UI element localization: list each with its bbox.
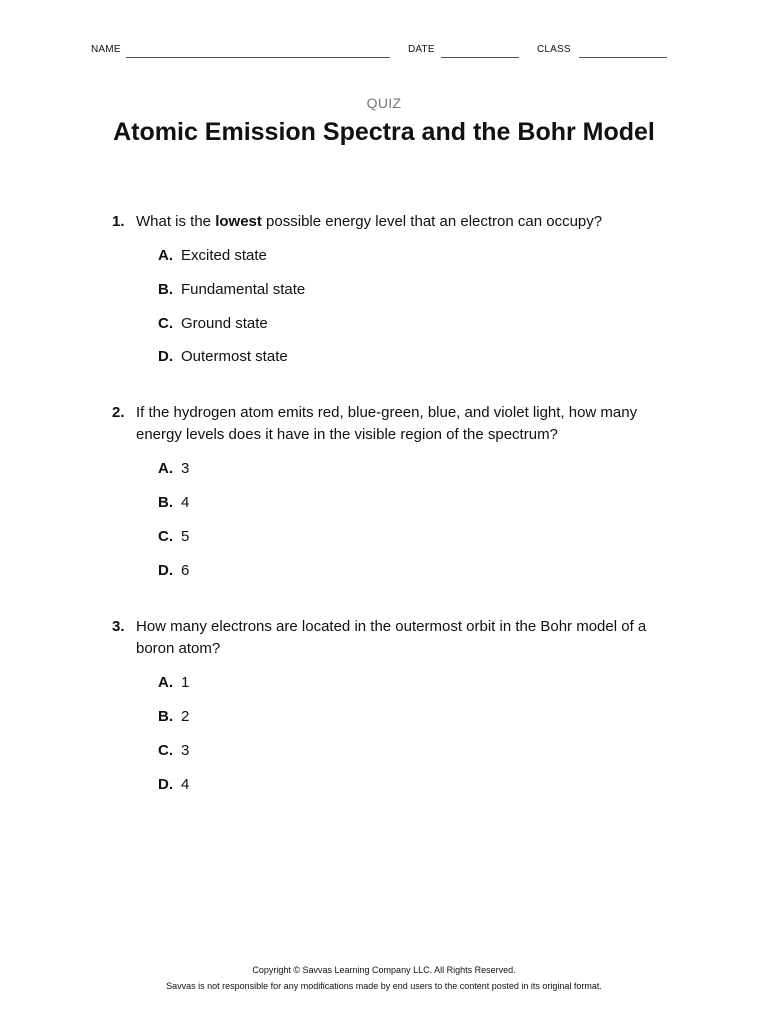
option-letter: C. <box>158 742 173 759</box>
answer-option-c[interactable] <box>158 526 189 548</box>
option-letter: B. <box>158 494 173 511</box>
answer-option-b[interactable] <box>158 279 305 301</box>
question-text: How many electrons are located in the outermost orbit in the Bohr model of a boron atom? <box>136 618 647 657</box>
option-letter: D. <box>158 776 173 793</box>
question-number: 3. <box>112 618 125 635</box>
option-text: 6 <box>181 562 190 579</box>
option-text: Fundamental state <box>181 281 306 298</box>
answer-option-a[interactable] <box>158 245 267 267</box>
class-field-line[interactable] <box>579 57 667 58</box>
option-text: 4 <box>181 494 190 511</box>
question-text-part: possible energy level that an electron can occupy? <box>261 213 603 230</box>
page-title: Atomic Emission Spectra and the Bohr Model <box>113 118 655 146</box>
class-label: CLASS <box>537 44 571 55</box>
answer-option-d[interactable] <box>158 774 189 796</box>
option-text: Ground state <box>181 315 268 332</box>
quiz-label: QUIZ <box>366 95 402 111</box>
student-info-header <box>91 44 669 60</box>
answer-option-c[interactable] <box>158 313 268 335</box>
option-text: 2 <box>181 708 190 725</box>
option-text: 4 <box>181 776 190 793</box>
answer-option-d[interactable] <box>158 560 189 582</box>
answer-option-c[interactable] <box>158 740 189 762</box>
option-letter: C. <box>158 315 173 332</box>
option-letter: A. <box>158 460 173 477</box>
option-letter: B. <box>158 281 173 298</box>
disclaimer-notice: Savvas is not responsible for any modifications made by end users to the content posted in its original format. <box>166 981 602 991</box>
answer-option-d[interactable] <box>158 346 288 368</box>
option-letter: B. <box>158 708 173 725</box>
question-text: If the hydrogen atom emits red, blue-green, blue, and violet light, how many energy levels does it have in the visible region of the spectrum? <box>136 404 638 443</box>
date-label: DATE <box>408 44 435 55</box>
option-text: 3 <box>181 742 190 759</box>
question-text-part: What is the <box>136 213 216 230</box>
option-text: Excited state <box>181 247 267 264</box>
option-text: 1 <box>181 674 190 691</box>
option-letter: C. <box>158 528 173 545</box>
question-text <box>136 211 666 233</box>
date-field-line[interactable] <box>441 57 519 58</box>
option-letter: A. <box>158 247 173 264</box>
option-letter: D. <box>158 562 173 579</box>
option-text: Outermost state <box>181 348 288 365</box>
option-text: 5 <box>181 528 190 545</box>
option-text: 3 <box>181 460 190 477</box>
answer-option-a[interactable] <box>158 672 189 694</box>
name-field-line[interactable] <box>126 57 390 58</box>
option-letter: A. <box>158 674 173 691</box>
question-text-emphasis: lowest <box>215 213 262 230</box>
question-number: 1. <box>112 213 125 230</box>
option-letter: D. <box>158 348 173 365</box>
answer-option-b[interactable] <box>158 706 189 728</box>
answer-option-b[interactable] <box>158 492 189 514</box>
name-label: NAME <box>91 44 121 55</box>
answer-option-a[interactable] <box>158 458 189 480</box>
copyright-notice: Copyright © Savvas Learning Company LLC. All Rights Reserved. <box>252 965 516 975</box>
question-number: 2. <box>112 404 125 421</box>
